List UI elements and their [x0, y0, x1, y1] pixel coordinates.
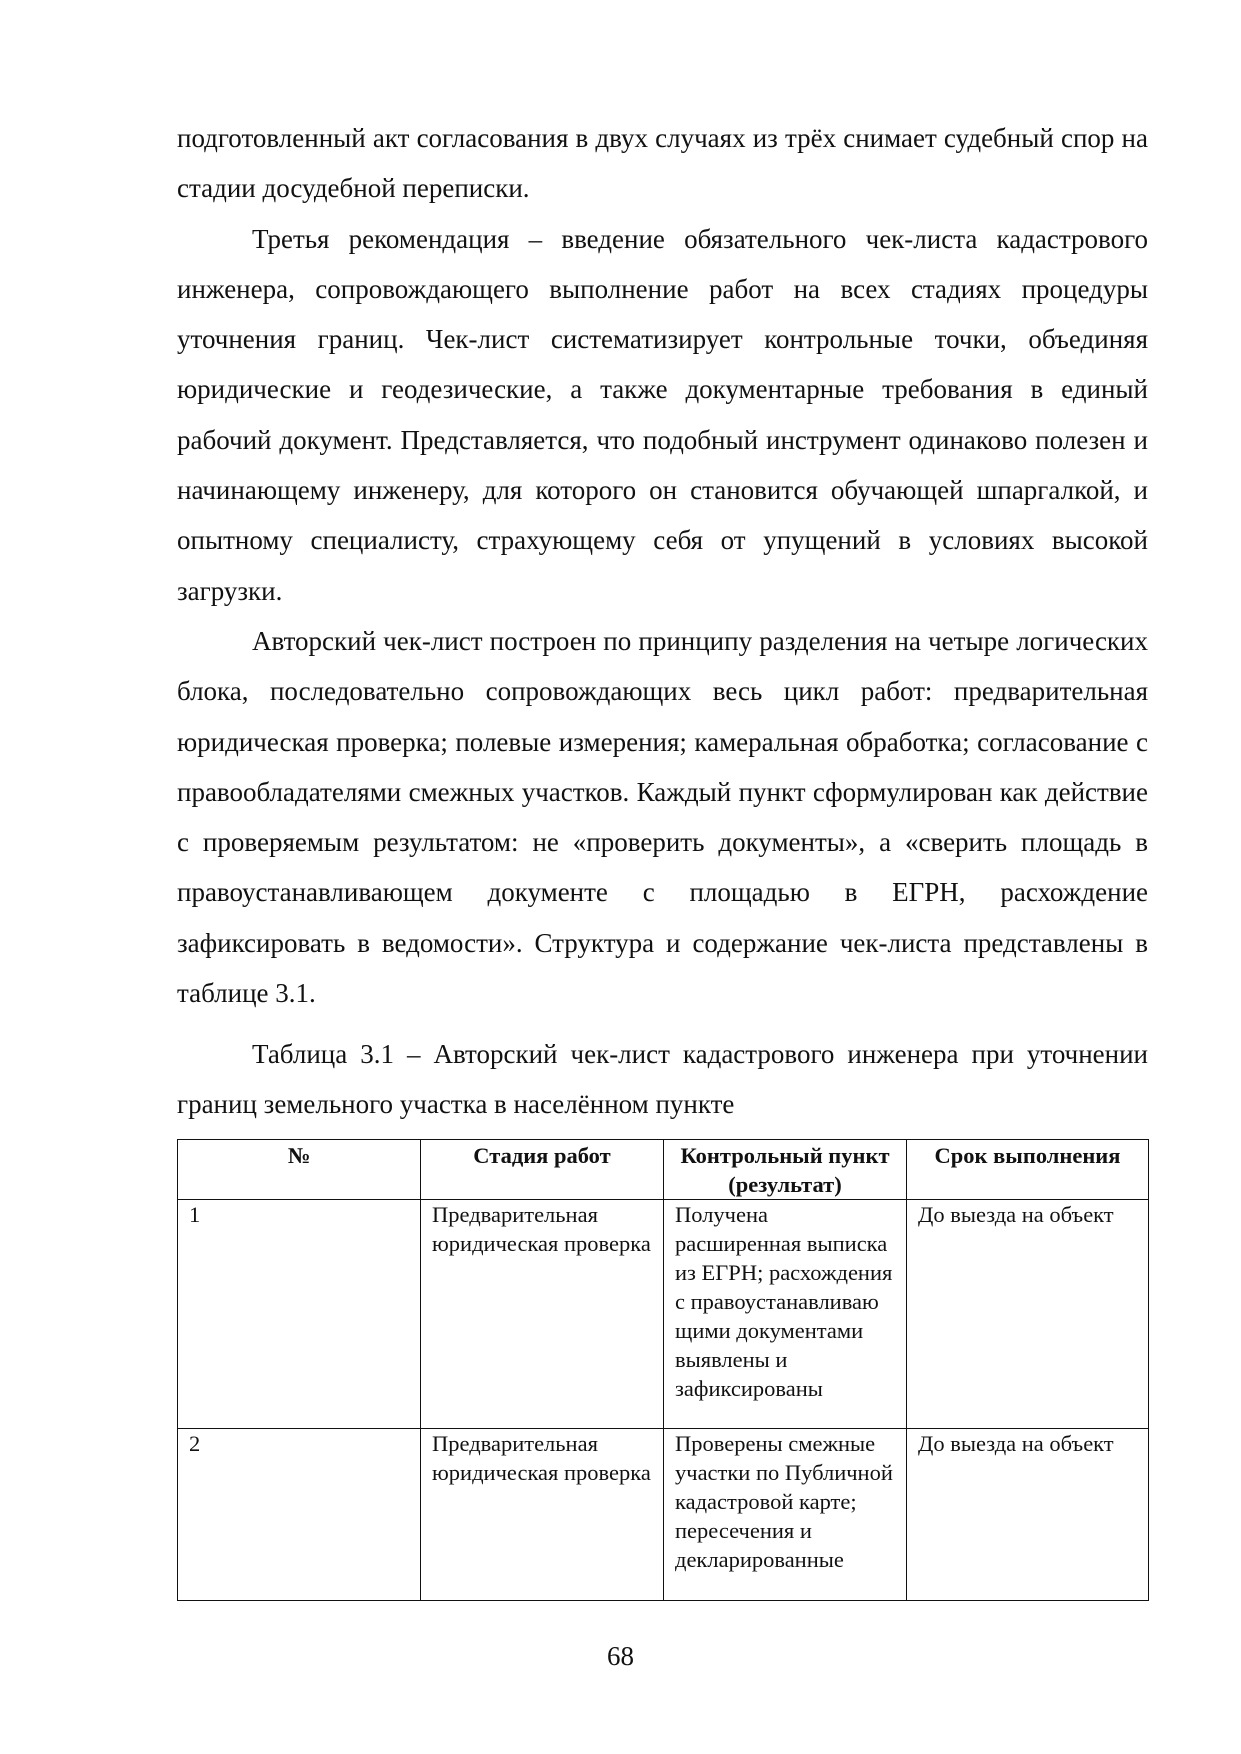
- paragraph-continuation: подготовленный акт согласования в двух случаях из трёх снимает судебный спор на стадии досудебной переписки.: [177, 123, 1148, 204]
- header-checkpoint: Контрольный пункт (результат): [664, 1140, 907, 1200]
- table-row: [178, 1200, 1149, 1429]
- cell-stage: Предварительная юридическая проверка: [421, 1429, 664, 1601]
- cell-number: 2: [178, 1429, 421, 1601]
- cell-number: 1: [178, 1200, 421, 1429]
- paragraph-third-recommendation: Третья рекомендация – введение обязательного чек-листа кадастрового инженера, сопровождающего выполнение работ на всех стадиях процедуры уточнения границ. Чек-лист систематизирует контрольные точки, объединяя юридические и геодезические, а также документарные требования в единый рабочий документ. Представляется, что подобный инструмент одинаково полезен и начинающему инженеру, для которого он становится обучающей шпаргалкой, и опытному специалисту, страхующему себя от упущений в условиях высокой загрузки.: [177, 223, 1148, 606]
- cell-stage: Предварительная юридическая проверка: [421, 1200, 664, 1429]
- cell-deadline: До выезда на объект: [907, 1200, 1149, 1429]
- table-caption: Таблица 3.1 – Авторский чек-лист кадастрового инженера при уточнении границ земельного участка в населённом пункте: [177, 1039, 1148, 1120]
- header-number: №: [178, 1140, 421, 1200]
- paragraph-author-checklist: Авторский чек-лист построен по принципу разделения на четыре логических блока, последовательно сопровождающих весь цикл работ: предварительная юридическая проверка; полевые измерения; камеральная обработка; согласование с правообладателями смежных участков. Каждый пункт сформулирован как действие с проверяемым результатом: не «проверить документы», а «сверить площадь в правоустанавливающем документе с площадью в ЕГРН, расхождение зафиксировать в ведомости». Структура и содержание чек-листа представлены в таблице 3.1.: [177, 625, 1148, 1009]
- cell-deadline: До выезда на объект: [907, 1429, 1149, 1601]
- body-text: [177, 113, 1148, 1129]
- page-number: 68: [607, 1641, 634, 1671]
- cell-checkpoint: Проверены смежные участки по Публичной кадастровой карте; пересечения и декларированные: [664, 1429, 907, 1601]
- cell-checkpoint: Получена расширенная выписка из ЕГРН; расхождения с правоустанавливаю щими документами выявлены и зафиксированы: [664, 1200, 907, 1429]
- header-deadline: Срок выполнения: [907, 1140, 1149, 1200]
- checklist-table: [177, 1139, 1149, 1601]
- header-stage: Стадия работ: [421, 1140, 664, 1200]
- table-row: [178, 1429, 1149, 1601]
- table-header-row: [178, 1140, 1149, 1200]
